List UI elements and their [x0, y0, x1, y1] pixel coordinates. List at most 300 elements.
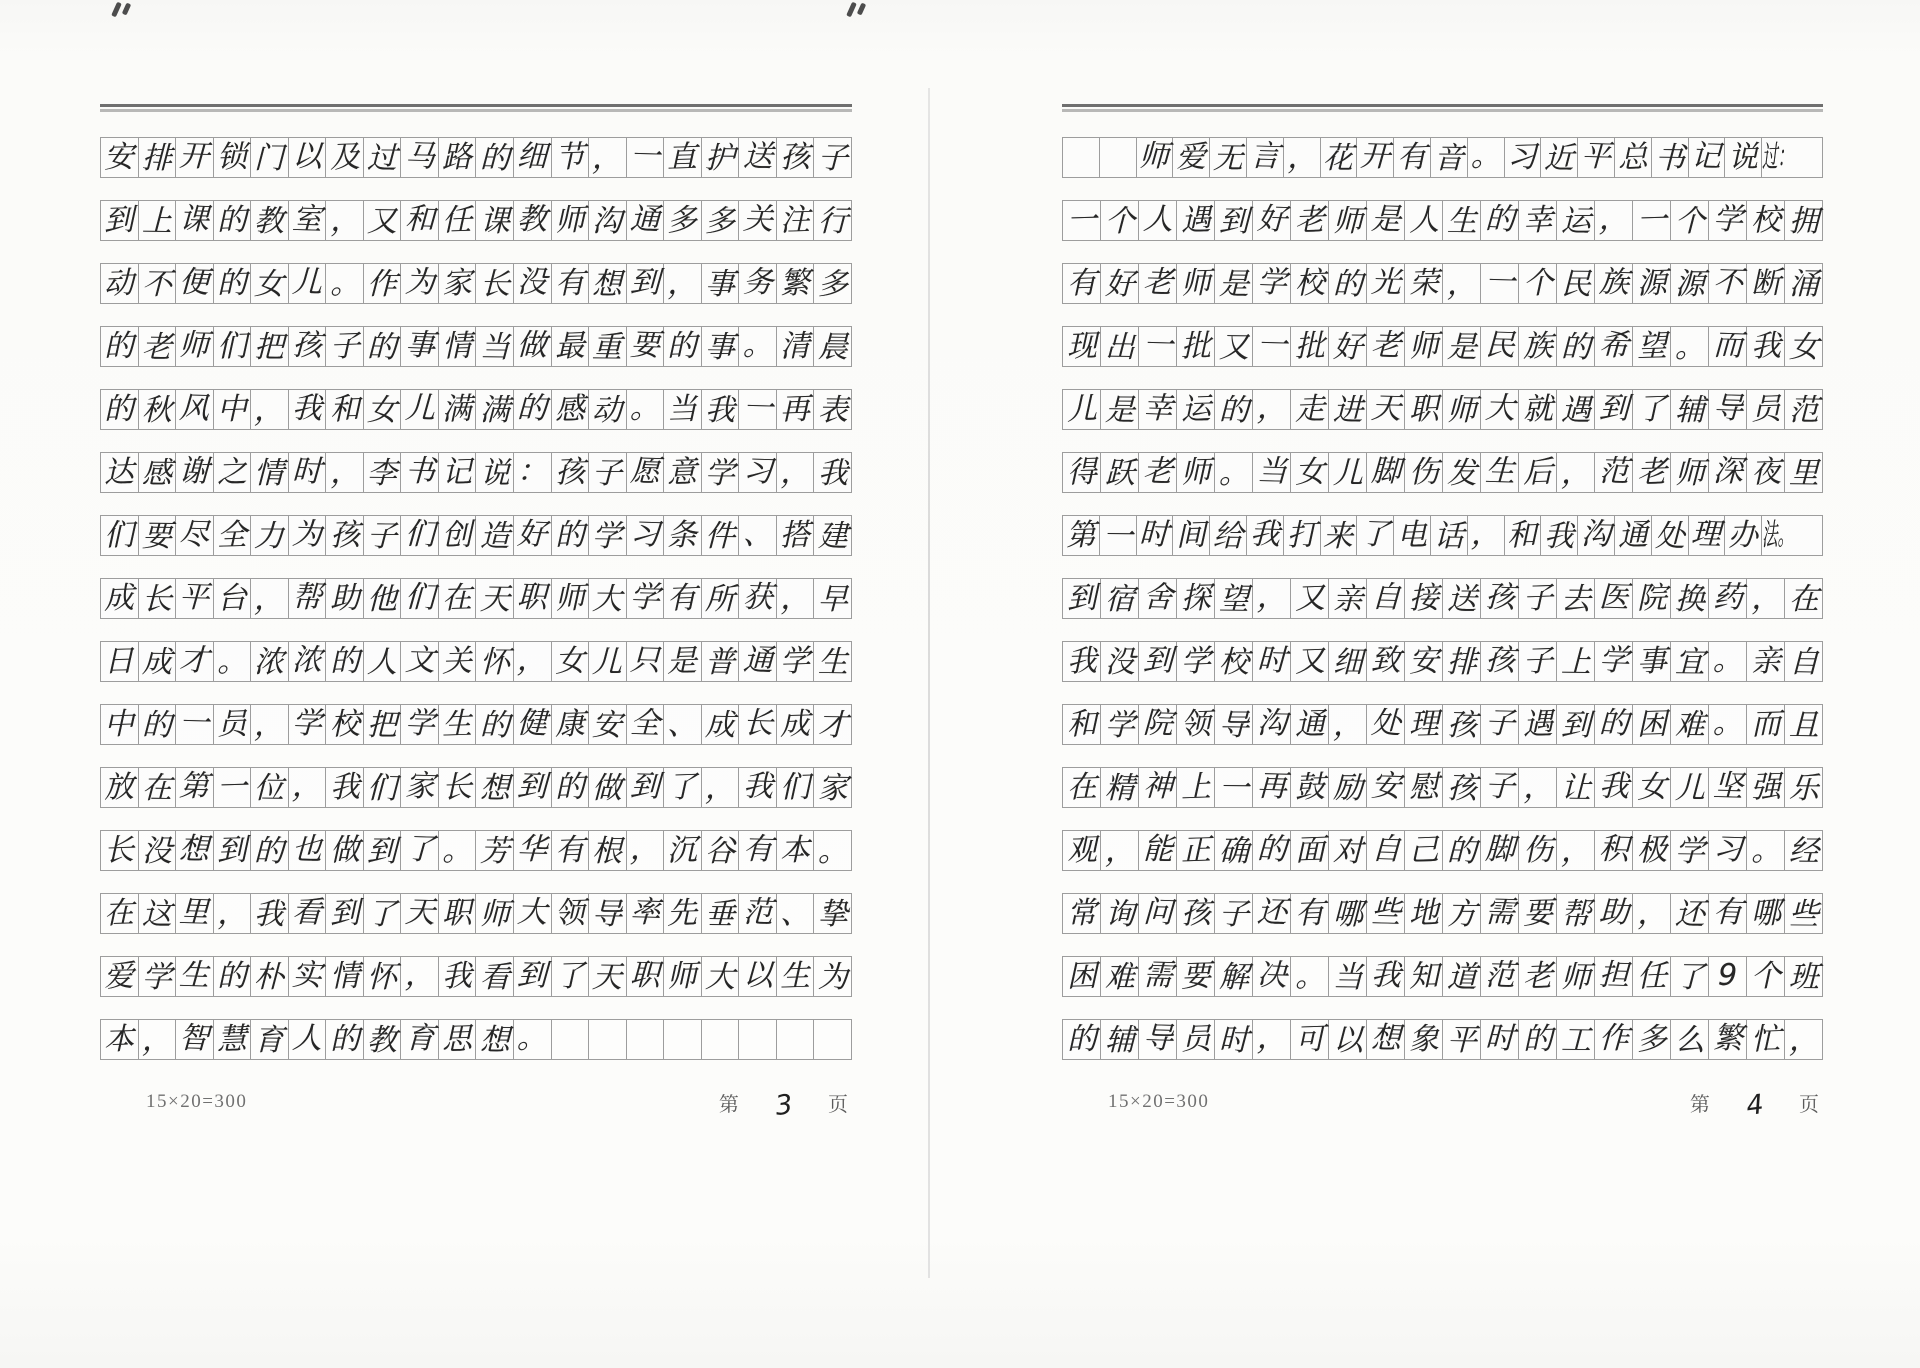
grid-cell	[1481, 389, 1519, 430]
handwritten-character: 想	[479, 770, 510, 806]
handwritten-character: 台	[216, 580, 248, 616]
handwritten-character: 教	[254, 203, 285, 239]
handwritten-character: 安	[592, 707, 623, 743]
handwritten-character: ，	[216, 895, 248, 931]
handwritten-character: 积	[1598, 831, 1630, 867]
grid-cell	[1481, 830, 1519, 871]
grid-cell	[1253, 830, 1291, 871]
grid-cell	[476, 578, 514, 619]
handwritten-character: 和	[328, 391, 361, 427]
handwritten-character: 是	[1218, 266, 1249, 302]
grid-cell	[1329, 452, 1367, 493]
grid-cell	[251, 704, 289, 745]
handwritten-character: 送	[742, 138, 774, 174]
handwritten-character: 跃	[1104, 455, 1135, 491]
handwritten-character: 了	[1674, 959, 1705, 995]
handwritten-character: 谢	[178, 453, 210, 489]
grid-cell	[326, 767, 364, 808]
handwritten-character: 伤	[1407, 454, 1440, 490]
grid-cell	[326, 641, 364, 682]
grid-cell	[1062, 1019, 1101, 1060]
grid-cell	[100, 515, 139, 556]
handwritten-character: 第	[178, 768, 210, 804]
grid-cell	[1101, 200, 1139, 241]
grid-cell	[289, 389, 327, 430]
handwritten-character: 个	[1104, 203, 1135, 239]
handwritten-character: 决	[1256, 957, 1288, 993]
grid-cell	[176, 389, 214, 430]
grid-cell	[401, 515, 439, 556]
grid-cell	[702, 1019, 740, 1060]
handwritten-character: 力	[254, 518, 285, 554]
handwritten-character: 的	[216, 202, 248, 238]
handwritten-character: 、	[779, 895, 811, 931]
handwritten-character: 哪	[1332, 896, 1363, 932]
grid-cell	[1443, 704, 1481, 745]
grid-cell	[251, 1019, 289, 1060]
grid-cell	[664, 578, 702, 619]
handwritten-character: 导	[592, 896, 623, 932]
grid-cell	[1101, 1019, 1139, 1060]
handwritten-character: 想	[178, 831, 210, 867]
handwritten-character: 且	[1788, 707, 1819, 743]
handwritten-character: 无	[1212, 140, 1244, 176]
handwritten-character: 师	[178, 327, 210, 363]
handwritten-character: 员	[1749, 391, 1782, 427]
grid-cell	[514, 578, 552, 619]
handwritten-character: 门	[254, 140, 285, 176]
handwritten-character: 个	[1521, 265, 1554, 301]
grid-cell	[214, 389, 252, 430]
handwritten-character: 解	[1218, 959, 1249, 995]
grid-cell	[1329, 263, 1367, 304]
handwritten-character: 花	[1323, 140, 1354, 176]
grid-cell	[1215, 704, 1253, 745]
grid-cell	[289, 515, 327, 556]
handwritten-character: 康	[554, 706, 586, 742]
handwritten-character: ，	[779, 580, 811, 616]
grid-cell	[401, 578, 439, 619]
grid-cell	[664, 137, 702, 178]
grid-cell	[1709, 452, 1747, 493]
handwritten-character: 看	[479, 959, 510, 995]
grid-cell	[1367, 578, 1405, 619]
handwritten-character: 没	[141, 833, 172, 869]
handwritten-character: 的	[1446, 833, 1477, 869]
grid-cell	[1291, 830, 1329, 871]
grid-cell	[702, 767, 740, 808]
grid-cell	[1367, 452, 1405, 493]
handwritten-character: 最	[554, 328, 586, 364]
grid-cell	[1443, 263, 1481, 304]
handwritten-character: ，	[291, 768, 323, 804]
handwritten-character: 范	[1788, 392, 1819, 428]
handwritten-character: 理	[1690, 516, 1722, 552]
handwritten-character: 好	[1332, 329, 1363, 365]
handwritten-character: 的	[103, 391, 135, 427]
grid-row	[1062, 1019, 1823, 1060]
handwritten-character: ，	[1286, 139, 1318, 175]
grid-cell	[627, 704, 665, 745]
grid-cell	[251, 389, 289, 430]
handwritten-character: 件	[704, 518, 736, 554]
handwritten-character: 繁	[1712, 1020, 1744, 1056]
grid-cell	[401, 200, 439, 241]
handwritten-character: 确	[1218, 833, 1249, 869]
grid-cell	[1725, 515, 1762, 556]
grid-cell	[777, 578, 815, 619]
handwritten-character: 幸	[1142, 390, 1174, 426]
grid-cell	[1481, 704, 1519, 745]
grid-cell	[100, 704, 139, 745]
grid-cell	[1405, 389, 1443, 430]
grid-cell	[476, 830, 514, 871]
handwritten-character: 校	[1293, 265, 1326, 301]
page-number-group	[1689, 1087, 1819, 1122]
grid-cell	[514, 326, 552, 367]
handwritten-character: 幸	[1521, 202, 1554, 238]
handwritten-character: 人	[1407, 202, 1440, 238]
handwritten-character: 我	[1249, 516, 1281, 552]
grid-cell	[777, 641, 815, 682]
grid-cell	[1671, 641, 1709, 682]
page-number-group	[718, 1087, 848, 1122]
handwritten-character: 女	[554, 643, 586, 679]
grid-cell	[326, 704, 364, 745]
grid-row	[100, 704, 852, 745]
handwritten-character: 的	[216, 958, 248, 994]
grid-cell	[1633, 578, 1671, 619]
grid-cell	[1062, 704, 1101, 745]
handwritten-character: 一	[1635, 202, 1668, 238]
grid-cell	[476, 893, 514, 934]
handwritten-character: 出	[1104, 329, 1135, 365]
grid-cell	[1481, 767, 1519, 808]
handwritten-character: 育	[254, 1022, 285, 1058]
grid-cell	[176, 578, 214, 619]
handwritten-character: 。	[1749, 832, 1782, 868]
handwritten-character: 我	[1749, 328, 1782, 364]
grid-cell	[289, 641, 327, 682]
handwritten-character: 拥	[1788, 203, 1819, 239]
handwritten-character: 到	[366, 833, 398, 869]
grid-cell	[1367, 641, 1405, 682]
grid-cell	[139, 830, 177, 871]
handwritten-character: 们	[404, 516, 436, 552]
grid-cell	[1671, 200, 1709, 241]
grid-cell	[100, 830, 139, 871]
grid-cell	[552, 326, 590, 367]
grid-cell	[627, 326, 665, 367]
grid-cell	[401, 389, 439, 430]
handwritten-character: 中	[103, 706, 135, 742]
grid-cell	[1557, 389, 1595, 430]
handwritten-character: 亲	[1332, 581, 1363, 617]
handwritten-character: 族	[1521, 328, 1554, 364]
handwritten-character: 室	[291, 201, 323, 237]
grid-cell	[1595, 767, 1633, 808]
grid-cell	[1062, 641, 1101, 682]
grid-cell	[664, 326, 702, 367]
handwritten-character: 学	[141, 959, 172, 995]
grid-cell	[439, 641, 477, 682]
grid-cell	[214, 704, 252, 745]
grid-cell	[777, 137, 815, 178]
grid-cell	[1557, 767, 1595, 808]
grid-cell	[1329, 326, 1367, 367]
handwritten-character: 正	[1179, 832, 1212, 868]
grid-cell	[100, 389, 139, 430]
handwritten-character: 。	[1674, 329, 1705, 365]
grid-cell	[777, 956, 815, 997]
handwritten-character: 、	[742, 516, 774, 552]
grid-cell	[1595, 389, 1633, 430]
grid-cell	[552, 389, 590, 430]
handwritten-character: 动	[103, 265, 135, 301]
grid-cell	[1578, 515, 1615, 556]
handwritten-character: 风	[178, 390, 210, 426]
handwritten-character: 秋	[141, 392, 172, 428]
grid-cell	[702, 326, 740, 367]
grid-cell	[1215, 263, 1253, 304]
grid-row	[100, 830, 852, 871]
grid-cell	[739, 1019, 777, 1060]
handwritten-character: 一	[629, 138, 661, 174]
grid-cell	[176, 893, 214, 934]
grid-cell	[1725, 137, 1762, 178]
grid-cell	[589, 704, 627, 745]
grid-cell	[1785, 956, 1823, 997]
grid-cell	[1139, 578, 1177, 619]
handwritten-character: 想	[1370, 1020, 1402, 1056]
handwritten-character: 成	[103, 580, 135, 616]
handwritten-character: 批	[1293, 328, 1326, 364]
handwritten-character: 了	[554, 958, 586, 994]
grid-cell	[1747, 641, 1785, 682]
grid-cell	[476, 956, 514, 997]
grid-cell	[664, 200, 702, 241]
handwritten-character: 子	[1521, 643, 1554, 679]
handwritten-character: 学	[1104, 707, 1135, 743]
grid-cell	[289, 830, 327, 871]
grid-cell	[1595, 263, 1633, 304]
handwritten-character: 多	[666, 202, 698, 238]
grid-cell	[514, 515, 552, 556]
grid-cell	[1329, 893, 1367, 934]
grid-cell	[1101, 326, 1139, 367]
handwritten-character: 在	[1065, 769, 1098, 805]
handwritten-character: 表	[817, 392, 848, 428]
handwritten-character: 道	[1446, 959, 1477, 995]
handwritten-character: ，	[1256, 579, 1288, 615]
grid-cell	[1785, 893, 1823, 934]
handwritten-character: 的	[1560, 329, 1591, 365]
grid-cell	[739, 578, 777, 619]
handwritten-character: 领	[1179, 706, 1212, 742]
handwritten-character: 路	[441, 139, 473, 175]
handwritten-character: 情	[441, 328, 473, 364]
grid-cell	[1557, 641, 1595, 682]
handwritten-character: 满	[479, 392, 510, 428]
grid-cell	[1139, 641, 1177, 682]
grid-cell	[1481, 200, 1519, 241]
handwritten-character: 孩	[291, 327, 323, 363]
handwritten-character: 这	[141, 896, 172, 932]
grid-cell	[814, 578, 852, 619]
grid-cell	[664, 830, 702, 871]
grid-cell	[1747, 704, 1785, 745]
handwritten-character: 员	[216, 706, 248, 742]
grid-cell	[326, 515, 364, 556]
grid-cell	[1785, 452, 1823, 493]
grid-cell	[476, 767, 514, 808]
handwritten-character: 过：	[1761, 138, 1794, 175]
handwritten-character: 里	[178, 894, 210, 930]
grid-cell	[139, 452, 177, 493]
grid-cell	[739, 137, 777, 178]
grid-cell	[1357, 515, 1394, 556]
handwritten-character: 到	[216, 832, 248, 868]
grid-cell	[1557, 704, 1595, 745]
grid-cell	[1253, 389, 1291, 430]
handwritten-character: 时	[1218, 1022, 1249, 1058]
grid-cell	[1747, 578, 1785, 619]
handwritten-character: 些	[1370, 894, 1402, 930]
handwritten-character: 慧	[216, 1021, 248, 1057]
grid-row	[1062, 263, 1823, 304]
grid-row	[100, 767, 852, 808]
grid-cell	[251, 578, 289, 619]
handwritten-character: 把	[366, 707, 398, 743]
handwritten-character: 的	[103, 328, 135, 364]
handwritten-character: 们	[366, 770, 398, 806]
grid-cell	[1329, 704, 1367, 745]
grid-cell	[139, 893, 177, 934]
grid-cell	[1747, 1019, 1785, 1060]
handwritten-character: 为	[291, 516, 323, 552]
grid-cell	[814, 704, 852, 745]
handwritten-character: 到	[629, 264, 661, 300]
grid-cell	[664, 956, 702, 997]
handwritten-character: 以	[742, 957, 774, 993]
grid-cell	[1595, 452, 1633, 493]
handwritten-character: 走	[1293, 391, 1326, 427]
grid-cell	[214, 578, 252, 619]
handwritten-character: 沟	[1256, 705, 1288, 741]
handwritten-character: 子	[328, 328, 361, 364]
handwritten-character: 得	[1065, 454, 1098, 490]
handwritten-character: 学	[629, 579, 661, 615]
handwritten-character: 中	[216, 391, 248, 427]
handwritten-character: 实	[291, 957, 323, 993]
grid-cell	[1689, 515, 1726, 556]
handwritten-character: 通	[629, 201, 661, 237]
grid-cell	[1481, 956, 1519, 997]
handwritten-character: 便	[178, 264, 210, 300]
handwritten-character: 。	[516, 1020, 548, 1056]
handwritten-character: 的	[516, 390, 548, 426]
handwritten-character: ，	[1521, 769, 1554, 805]
grid-cell	[326, 893, 364, 934]
grid-cell	[1519, 389, 1557, 430]
handwritten-character: 问	[1142, 894, 1174, 930]
grid-cell	[1709, 578, 1747, 619]
grid-cell	[289, 956, 327, 997]
handwritten-character: 些	[1788, 896, 1819, 932]
grid-cell	[1709, 326, 1747, 367]
grid-cell	[364, 956, 402, 997]
grid-cell	[1405, 326, 1443, 367]
grid-cell	[1101, 893, 1139, 934]
grid-cell	[176, 515, 214, 556]
handwritten-character: 重	[592, 329, 623, 365]
grid-cell	[1505, 515, 1542, 556]
grid-cell	[214, 767, 252, 808]
grid-cell	[589, 200, 627, 241]
handwritten-character: 到	[103, 202, 135, 238]
grid-cell	[627, 893, 665, 934]
grid-cell	[1101, 389, 1139, 430]
grid-cell	[176, 137, 214, 178]
grid-cell	[1173, 137, 1210, 178]
handwritten-character: 说	[1727, 139, 1759, 175]
handwritten-character: 的	[666, 328, 698, 364]
grid-row	[1062, 767, 1823, 808]
handwritten-character: 接	[1407, 580, 1440, 616]
handwritten-character: ，	[666, 265, 698, 301]
handwritten-character: 任	[441, 202, 473, 238]
grid-cell	[401, 452, 439, 493]
grid-cell	[1139, 704, 1177, 745]
handwritten-character: 说	[479, 455, 510, 491]
handwritten-character: 以	[1332, 1022, 1363, 1058]
grid-cell	[326, 326, 364, 367]
handwritten-character: 人	[1142, 201, 1174, 237]
grid-cell	[1215, 452, 1253, 493]
handwritten-character: 本	[103, 1021, 135, 1057]
grid-cell	[176, 830, 214, 871]
grid-cell	[1519, 830, 1557, 871]
grid-cell	[1215, 1019, 1253, 1060]
handwritten-character: 夜	[1749, 454, 1782, 490]
grid-row	[100, 641, 852, 682]
handwritten-character: ，	[779, 454, 811, 490]
grid-cell	[664, 893, 702, 934]
handwritten-character: 儿	[1674, 770, 1705, 806]
grid-row	[100, 452, 852, 493]
grid-cell	[1595, 893, 1633, 934]
grid-cell	[1329, 830, 1367, 871]
grid-cell	[139, 704, 177, 745]
handwritten-character: 极	[1635, 832, 1668, 868]
handwritten-character: 注	[779, 202, 811, 238]
handwritten-character: ，	[328, 202, 361, 238]
grid-cell	[1557, 200, 1595, 241]
handwritten-character: 是	[1446, 329, 1477, 365]
grid-row	[1062, 515, 1823, 556]
grid-cell	[1177, 389, 1215, 430]
handwritten-character: 我	[254, 896, 285, 932]
handwritten-character: 探	[1179, 580, 1212, 616]
handwritten-character: 孩	[1179, 895, 1212, 931]
grid-cell	[814, 452, 852, 493]
grid-cell	[1137, 515, 1174, 556]
handwritten-character: 还	[1674, 896, 1705, 932]
grid-cell	[1062, 326, 1101, 367]
handwritten-character: 为	[404, 264, 436, 300]
handwritten-character: 的	[141, 707, 172, 743]
grid-cell	[476, 326, 514, 367]
